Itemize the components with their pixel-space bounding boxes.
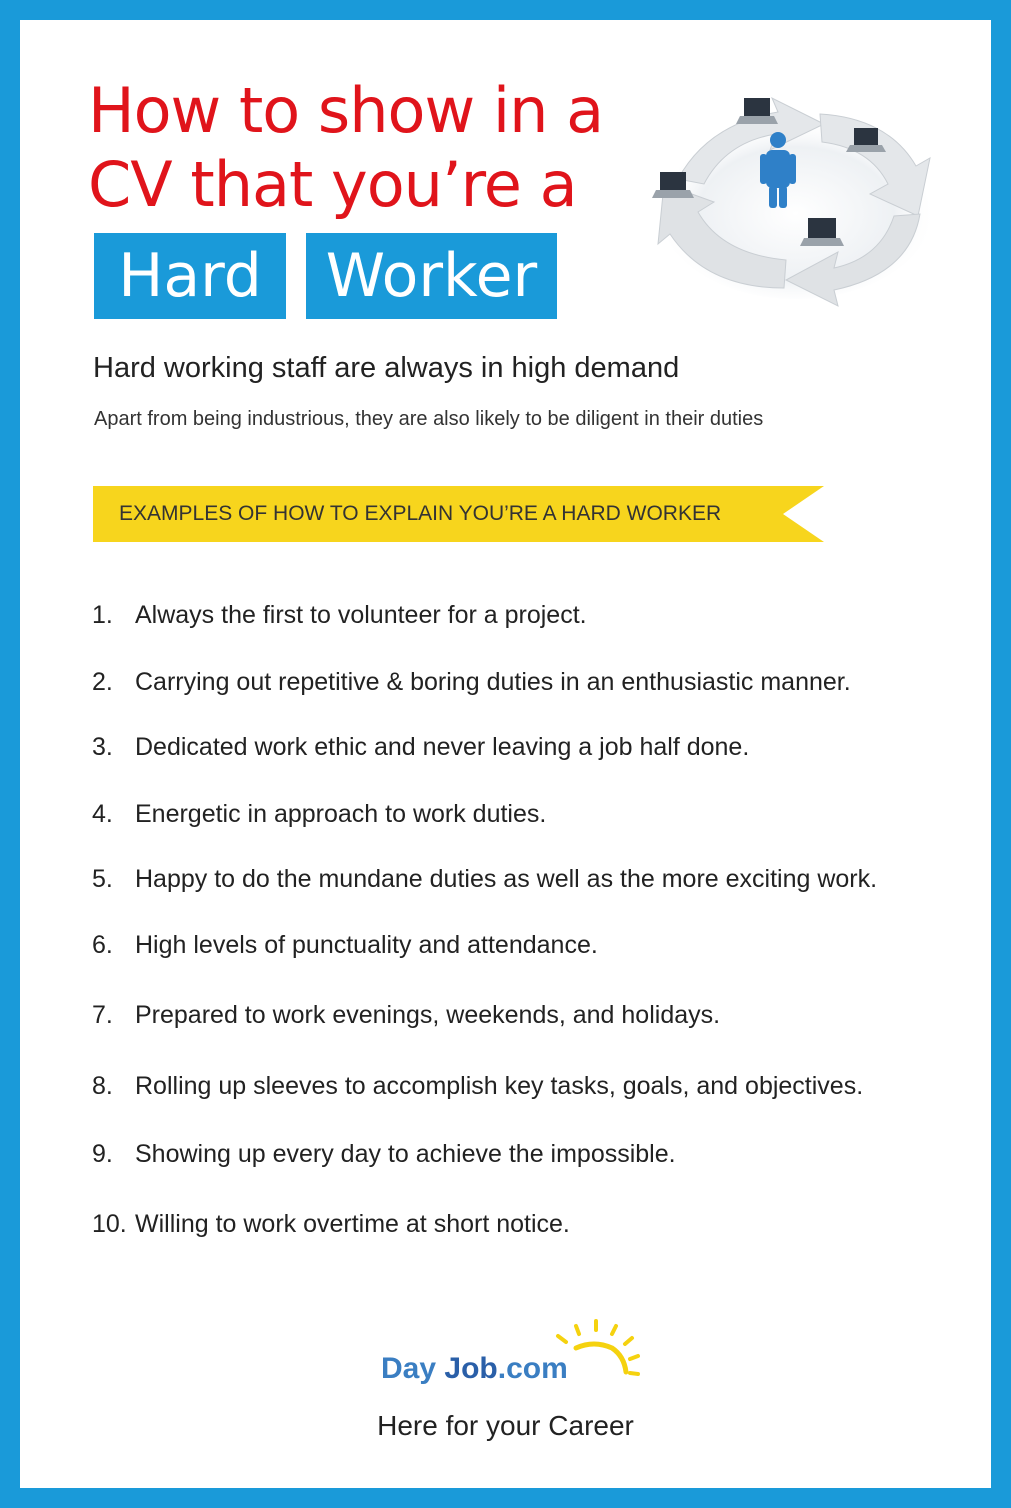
dayjob-logo <box>381 1352 568 1386</box>
logo-dotcom: .com <box>497 1352 568 1385</box>
list-item-number: 5. <box>92 865 113 893</box>
network-people-cycle-icon <box>648 84 948 310</box>
logo-job: Job <box>444 1352 498 1385</box>
list-item-text: Dedicated work ethic and never leaving a job half done. <box>135 733 750 761</box>
page-title <box>88 74 603 222</box>
logo-day: Day <box>381 1352 437 1385</box>
list-item-number: 4. <box>92 800 113 828</box>
footer-tagline: Here for your Career <box>377 1410 634 1441</box>
list-item-number: 9. <box>92 1140 113 1168</box>
list-item-number: 1. <box>92 601 113 629</box>
list-item-text: Prepared to work evenings, weekends, and holidays. <box>135 1001 721 1029</box>
list-item-text: Rolling up sleeves to accomplish key tasks, goals, and objectives. <box>135 1072 864 1100</box>
title-line-2: CV that you’re a <box>88 148 577 221</box>
title-word-hard: Hard <box>94 233 286 319</box>
list-item-number: 7. <box>92 1001 113 1029</box>
intro-subtext: Apart from being industrious, they are also likely to be diligent in their duties <box>94 408 764 430</box>
list-item-number: 2. <box>92 668 113 696</box>
list-item-text: Energetic in approach to work duties. <box>135 800 547 828</box>
list-item-text: Happy to do the mundane duties as well as the more exciting work. <box>135 865 878 893</box>
list-item-number: 8. <box>92 1072 113 1100</box>
intro-subtitle: Hard working staff are always in high demand <box>93 352 680 384</box>
list-item-text: High levels of punctuality and attendance. <box>135 931 598 959</box>
list-item-number: 6. <box>92 931 113 959</box>
list-item-text: Showing up every day to achieve the impossible. <box>135 1140 676 1168</box>
list-item-text: Carrying out repetitive & boring duties in an enthusiastic manner. <box>135 668 851 696</box>
list-item-text: Always the first to volunteer for a project. <box>135 601 587 629</box>
examples-banner-label: EXAMPLES OF HOW TO EXPLAIN YOU’RE A HARD WORKER <box>119 502 722 525</box>
title-line-1: How to show in a <box>88 74 604 147</box>
list-item-number: 3. <box>92 733 113 761</box>
title-word-worker: Worker <box>306 233 557 319</box>
list-item-number: 10. <box>92 1210 127 1238</box>
list-item-text: Willing to work overtime at short notice. <box>135 1210 570 1238</box>
